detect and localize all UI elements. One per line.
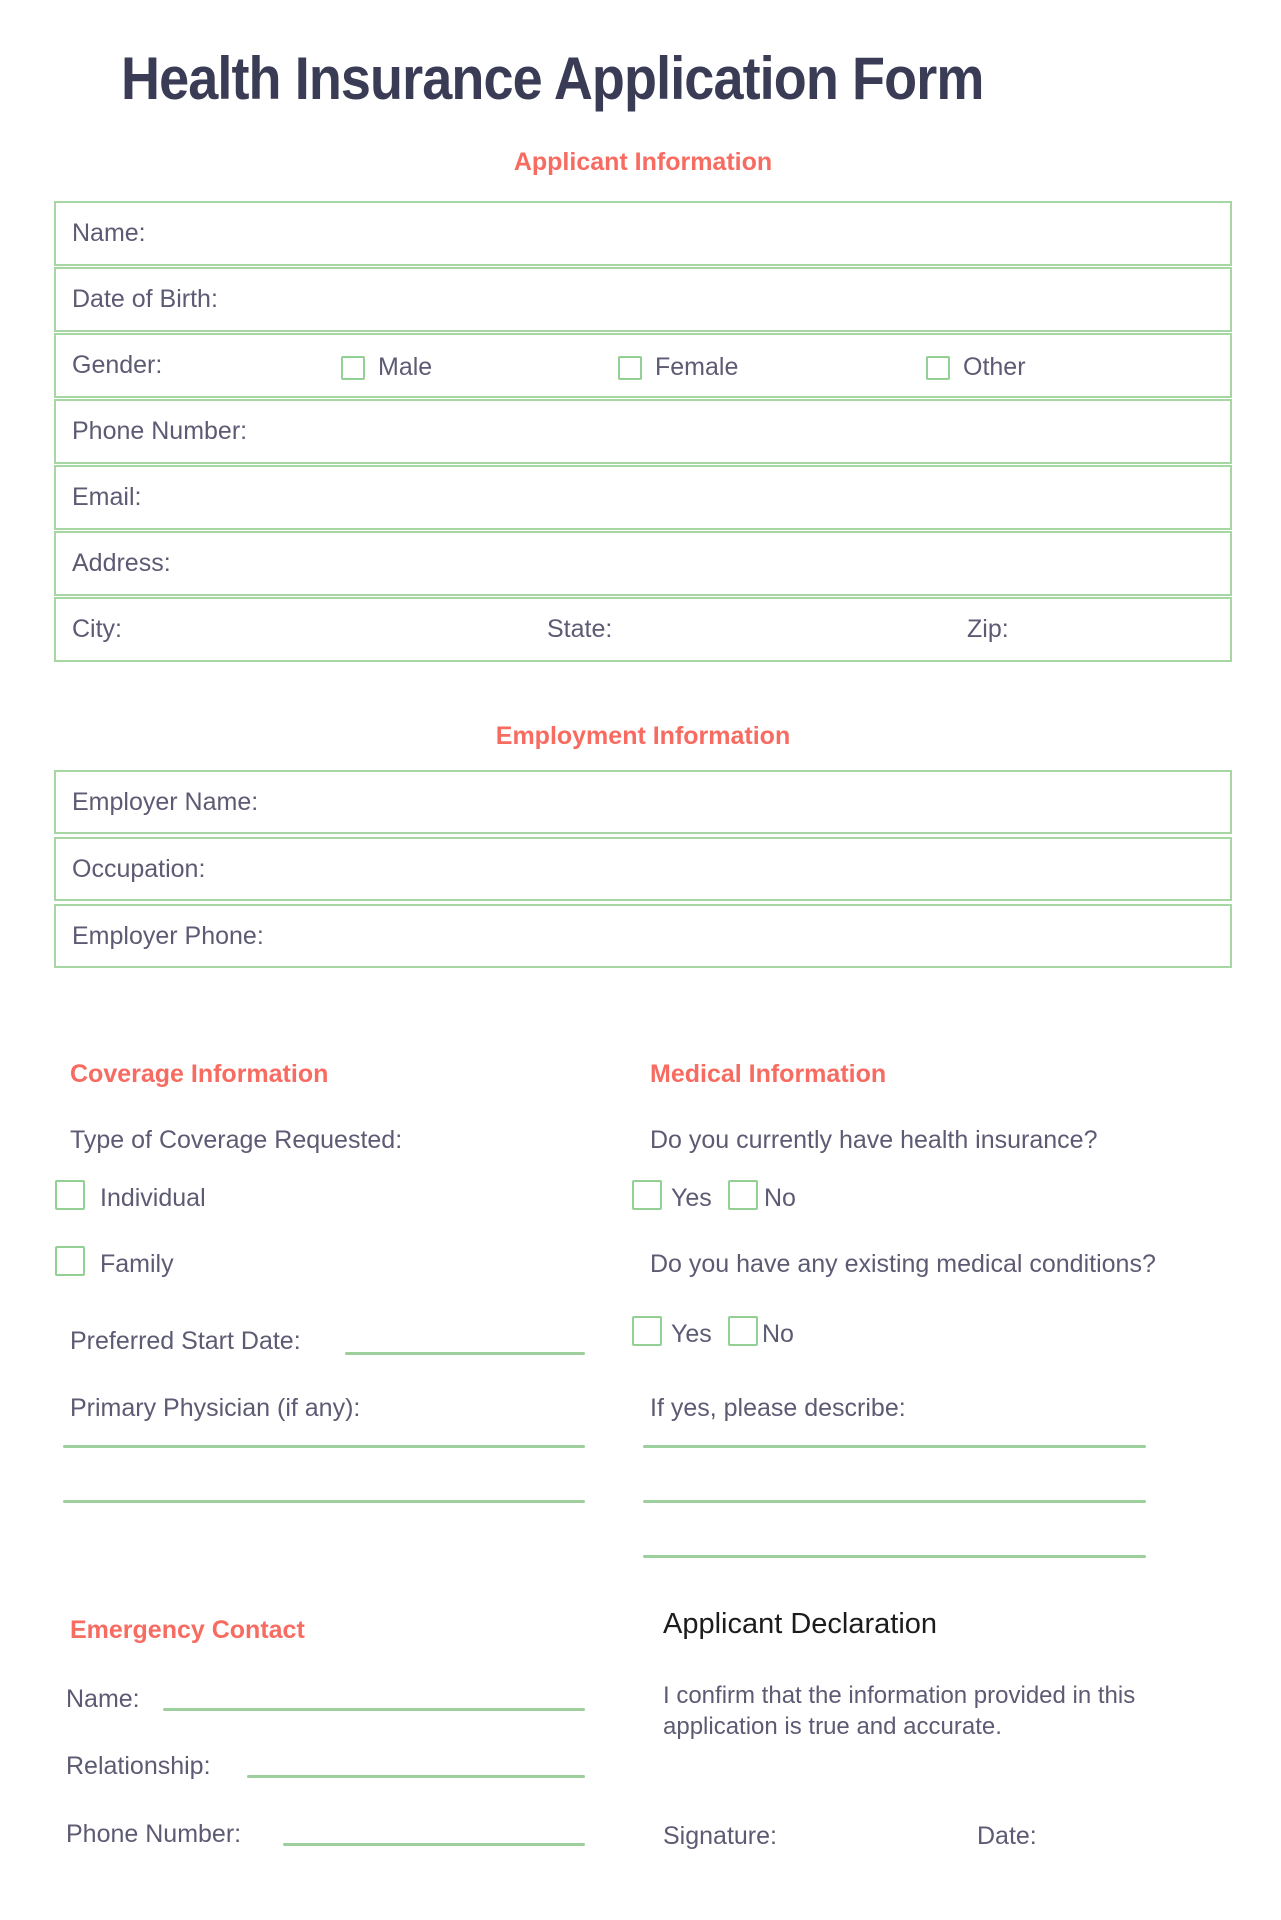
checkbox-family[interactable] <box>55 1246 85 1276</box>
gender-field-label: Gender: <box>72 351 163 379</box>
physician-input-line-1[interactable] <box>63 1445 585 1448</box>
zip-field-label: Zip: <box>967 615 1009 643</box>
city-field-label: City: <box>72 615 122 643</box>
checkbox-conditions-yes[interactable] <box>632 1316 662 1346</box>
employer-name-field-label: Employer Name: <box>72 788 259 816</box>
gender-option-female <box>618 353 738 382</box>
occupation-field-label: Occupation: <box>72 855 206 883</box>
conditions-yes-label: Yes <box>671 1320 712 1348</box>
field-row-phone[interactable] <box>54 399 1232 464</box>
emergency-phone-label: Phone Number: <box>66 1820 242 1848</box>
start-date-label: Preferred Start Date: <box>70 1327 301 1355</box>
describe-input-line-1[interactable] <box>643 1445 1146 1448</box>
conditions-no-label: No <box>762 1320 794 1348</box>
coverage-type-label: Type of Coverage Requested: <box>70 1126 403 1154</box>
emergency-relationship-label: Relationship: <box>66 1752 211 1780</box>
other-label: Other <box>963 353 1026 381</box>
emergency-section-heading: Emergency Contact <box>70 1616 305 1644</box>
physician-input-line-2[interactable] <box>63 1500 585 1503</box>
applicant-table <box>54 201 1232 662</box>
email-field-label: Email: <box>72 483 142 511</box>
medical-question-1: Do you currently have health insurance? <box>650 1126 1098 1154</box>
checkbox-insurance-yes[interactable] <box>632 1180 662 1210</box>
field-row-email[interactable] <box>54 465 1232 530</box>
gender-option-male <box>341 353 432 382</box>
describe-label: If yes, please describe: <box>650 1394 906 1422</box>
start-date-input-line[interactable] <box>345 1352 585 1355</box>
field-row-address[interactable] <box>54 531 1232 596</box>
signature-label: Signature: <box>663 1822 777 1850</box>
address-field-label: Address: <box>72 549 171 577</box>
employment-section-heading: Employment Information <box>495 722 791 750</box>
employer-phone-field-label: Employer Phone: <box>72 922 264 950</box>
field-row-occupation[interactable] <box>54 837 1232 901</box>
checkbox-insurance-no[interactable] <box>728 1180 758 1210</box>
checkbox-individual[interactable] <box>55 1180 85 1210</box>
phone-field-label: Phone Number: <box>72 417 248 445</box>
female-label: Female <box>655 353 739 381</box>
name-field-label: Name: <box>72 219 146 247</box>
employment-table <box>54 770 1232 968</box>
applicant-section-heading: Applicant Information <box>513 148 773 176</box>
physician-label: Primary Physician (if any): <box>70 1394 361 1422</box>
insurance-no-label: No <box>764 1184 796 1212</box>
form-title: Health Insurance Application Form <box>121 45 984 112</box>
medical-question-2: Do you have any existing medical conditions? <box>650 1250 1156 1278</box>
family-label: Family <box>100 1250 174 1278</box>
field-row-gender <box>54 333 1232 398</box>
checkbox-male[interactable] <box>341 356 365 380</box>
date-label: Date: <box>977 1822 1037 1850</box>
individual-label: Individual <box>100 1184 206 1212</box>
emergency-phone-input-line[interactable] <box>283 1843 585 1846</box>
field-row-employer-phone[interactable] <box>54 904 1232 968</box>
declaration-heading: Applicant Declaration <box>663 1608 938 1640</box>
dob-field-label: Date of Birth: <box>72 285 218 313</box>
medical-section-heading: Medical Information <box>650 1060 887 1088</box>
coverage-section-heading: Coverage Information <box>70 1060 329 1088</box>
field-row-employer-name[interactable] <box>54 770 1232 834</box>
state-field-label: State: <box>547 615 613 643</box>
describe-input-line-2[interactable] <box>643 1500 1146 1503</box>
emergency-name-label: Name: <box>66 1685 140 1713</box>
male-label: Male <box>378 353 433 381</box>
emergency-relationship-input-line[interactable] <box>247 1775 585 1778</box>
field-row-date-of-birth[interactable] <box>54 267 1232 332</box>
checkbox-other[interactable] <box>926 356 950 380</box>
checkbox-conditions-no[interactable] <box>728 1316 758 1346</box>
insurance-yes-label: Yes <box>671 1184 712 1212</box>
describe-input-line-3[interactable] <box>643 1555 1146 1558</box>
declaration-text: I confirm that the information provided in this application is true and accurate. <box>663 1682 1136 1741</box>
checkbox-female[interactable] <box>618 356 642 380</box>
field-row-city-state-zip[interactable] <box>54 597 1232 662</box>
field-row-name[interactable] <box>54 201 1232 266</box>
gender-option-other <box>926 353 1026 382</box>
emergency-name-input-line[interactable] <box>163 1708 585 1711</box>
